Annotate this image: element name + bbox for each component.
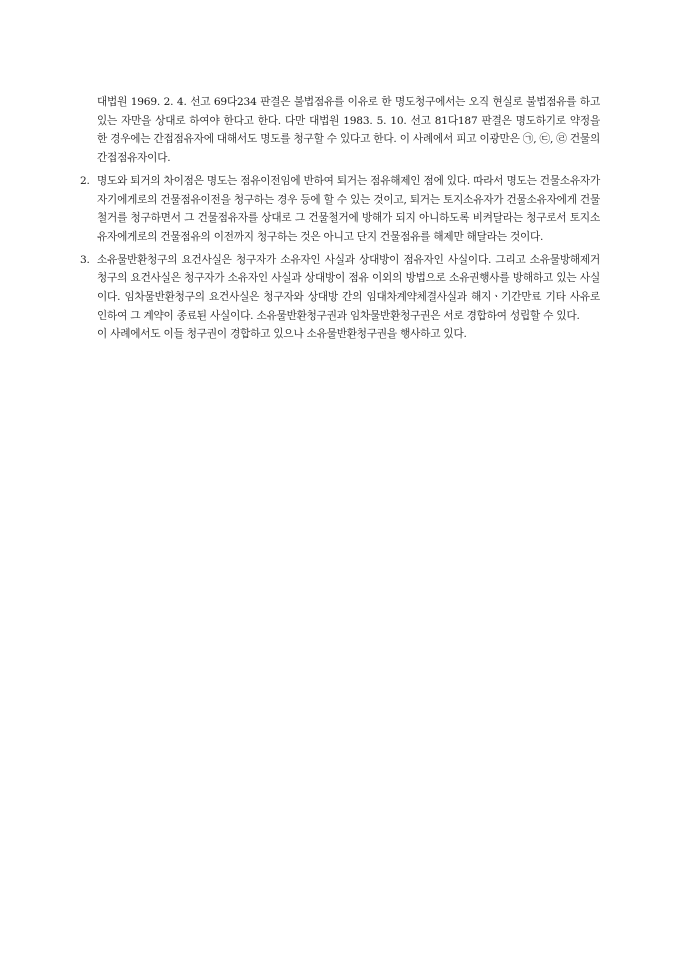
paragraph-number: 2.: [80, 174, 90, 187]
document-body: [80, 93, 600, 344]
paragraph-2: [80, 172, 600, 247]
paragraph-text: 소유물반환청구의 요건사실은 청구자가 소유자인 사실과 상대방이 점유자인 사실이다. 그리고 소유물방해제거청구의 요건사실은 청구자가 소유자인 사실과 상대방이 점유 이외의 방법으로 소유권행사를 방해하고 있는 사실이다. 임차물반환청구의 요건사실은 청구자와 상대방 간의 임대차계약체결사실과 해지ㆍ기간만료 기타 사유로 인하여 그 계약이 종료된 사실이다. 소유물반환청구권과 임차물반환청구권은 서로 경합하여 성립할 수 있다.: [97, 253, 600, 322]
paragraph-text: 대법원 1969. 2. 4. 선고 69다234 판결은 불법점유를 이유로 한 명도청구에서는 오직 현실로 불법점유를 하고 있는 자만을 상대로 하여야 한다고 한다. 다만 대법원 1983. 5. 10. 선고 81다187 판결은 명도하기로 약정을 한 경우에는 간접점유자에 대해서도 명도를 청구할 수 있다고 한다. 이 사례에서 피고 이광만은 ㉠, ㉢, ㉣ 건물의 간접점유자이다.: [97, 96, 600, 165]
paragraph-1-continuation: [80, 93, 600, 168]
paragraph-3-note: [80, 325, 600, 344]
paragraph-3: [80, 251, 600, 326]
paragraph-text: 이 사례에서도 이들 청구권이 경합하고 있으나 소유물반환청구권을 행사하고 있다.: [97, 328, 467, 341]
paragraph-text: 명도와 퇴거의 차이점은 명도는 점유이전임에 반하여 퇴거는 점유해제인 점에 있다. 따라서 명도는 건물소유자가 자기에게로의 건물점유이전을 청구하는 경우 등에 할 수 있는 것이고, 퇴거는 토지소유자가 건물소유자에게 건물철거를 청구하면서 그 건물점유자를 상대로 그 건물철거에 방해가 되지 아니하도록 비켜달라는 청구로서 토지소유자에게로의 건물점유의 이전까지 청구하는 것은 아니고 단지 건물점유를 해제만 해달라는 것이다.: [97, 174, 600, 243]
paragraph-number: 3.: [80, 253, 90, 266]
